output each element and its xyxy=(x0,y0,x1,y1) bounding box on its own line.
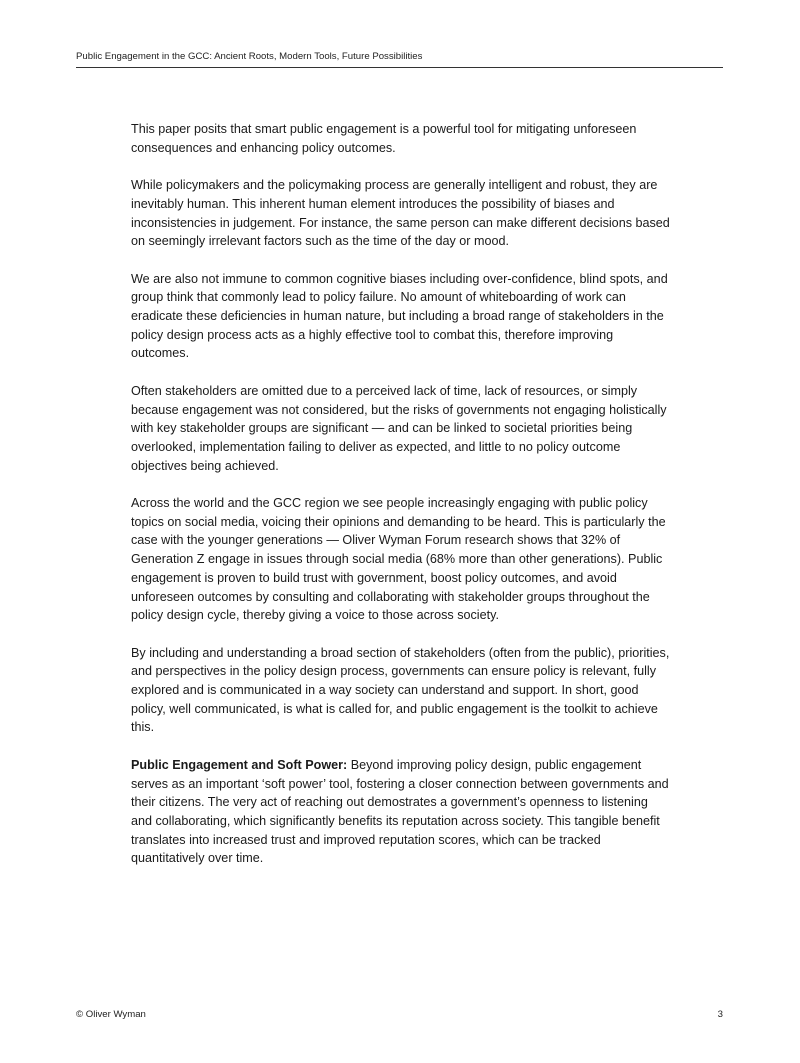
copyright-notice: © Oliver Wyman xyxy=(76,1009,146,1020)
paragraph-broad-stakeholders: By including and understanding a broad section of stakeholders (often from the public), priorities, and perspectives in the policy design process, governments can ensure policy is relevant, fully explored and is communicated in a way society can understand and support. In short, good policy, well communicated, is what is called for, and public engagement is the toolkit to achieve this. xyxy=(131,645,670,735)
body-text xyxy=(131,120,671,887)
document-title: Public Engagement in the GCC: Ancient Roots, Modern Tools, Future Possibilities xyxy=(76,51,423,62)
page-footer xyxy=(76,1009,723,1021)
paragraph-social-media: Across the world and the GCC region we see people increasingly engaging with public policy topics on social media, voicing their opinions and demanding to be heard. This is particularly the case with the younger generations — Oliver Wyman Forum research shows that 32% of Generation Z engage in issues through social media (68% more than other generations). Public engagement is proven to build trust with government, boost policy outcomes, and avoid unforeseen outcomes by consulting and collaborating with stakeholder groups throughout the policy design cycle, thereby giving a voice to those across society. xyxy=(131,496,666,623)
page-header xyxy=(76,51,723,68)
soft-power-heading: Public Engagement and Soft Power: xyxy=(131,757,348,772)
paragraph-human-element: While policymakers and the policymaking process are generally intelligent and robust, they are inevitably human. This inherent human element introduces the possibility of biases and inconsistencies in judgement. For instance, the same person can make different decisions based on seemingly irrelevant factors such as the time of the day or mood. xyxy=(131,178,670,249)
paragraph-omitted-stakeholders: Often stakeholders are omitted due to a perceived lack of time, lack of resources, or simply because engagement was not considered, but the risks of governments not engaging holistically with key stakeholder groups are significant — and can be linked to societal priorities being overlooked, implementation failing to deliver as expected, and little to no policy outcome objectives being achieved. xyxy=(131,383,667,473)
paragraph-intro: This paper posits that smart public engagement is a powerful tool for mitigating unforeseen consequences and enhancing policy outcomes. xyxy=(131,122,637,155)
paragraph-cognitive-biases: We are also not immune to common cognitive biases including over-confidence, blind spots, and group think that commonly lead to policy failure. No amount of whiteboarding of work can eradicate these deficiencies in human nature, but including a broad range of stakeholders in the policy design process acts as a highly effective tool to combat this, therefore improving outcomes. xyxy=(131,271,668,361)
paragraph-soft-power xyxy=(131,756,671,868)
page-number: 3 xyxy=(717,1009,723,1020)
soft-power-text: Beyond improving policy design, public engagement serves as an important ‘soft power’ tool, fostering a closer connection between governments and their citizens. The very act of reaching out demostrates a government’s openness to listening and collaborating, which significantly benefits its reputation across society. This tangible benefit translates into increased trust and improved reputation scores, which can be tracked quantitatively over time. xyxy=(131,757,669,866)
